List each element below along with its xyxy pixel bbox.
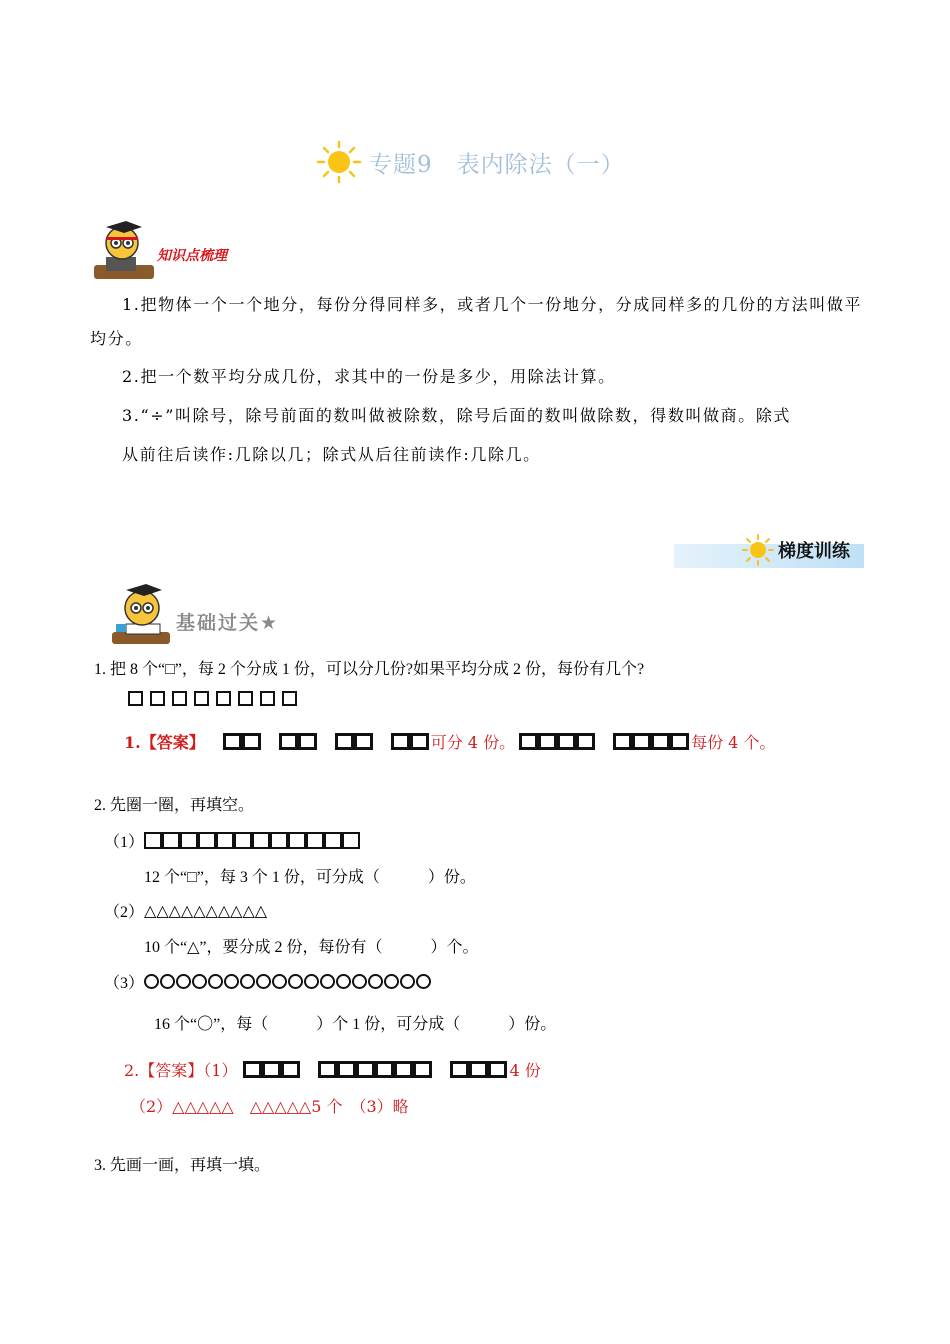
box-group — [450, 1061, 507, 1078]
square-shape — [282, 691, 297, 706]
question-3: 3. 先画一画，再填一填。 — [94, 1157, 271, 1174]
box-group — [375, 1061, 432, 1078]
sun-icon — [315, 140, 363, 184]
reading-mascot-icon — [108, 578, 178, 650]
circle-row — [144, 974, 432, 989]
box-group — [391, 733, 429, 750]
part-1-label: （1） — [104, 834, 145, 851]
square-shape — [150, 691, 165, 706]
box-group — [335, 733, 373, 750]
box-group — [243, 1061, 300, 1078]
knowledge-label: 知识点梳理 — [157, 248, 227, 264]
box-group — [223, 733, 261, 750]
question-1: 1. 把 8 个“□”，每 2 个分成 1 份，可以分几份?如果平均分成 2 份，每份有几个? — [94, 661, 645, 678]
answer-2-line2: （2）△△△△△ △△△△△5 个 （3）略 — [130, 1097, 409, 1116]
knowledge-point-3-line2: 从前往后读作:几除以几；除式从后往前读作:几除几。 — [122, 445, 541, 464]
question-2: 2. 先圈一圈，再填空。 — [94, 797, 255, 814]
square-shape — [172, 691, 187, 706]
part-2-fill: 10 个“△”，要分成 2 份，每份有（ ）个。 — [144, 939, 479, 956]
box-group — [318, 1061, 375, 1078]
page-title: 专题9 表内除法（一） — [369, 151, 625, 178]
answer-1-mid: 可分 4 份。 — [430, 733, 516, 752]
triangle-row: △△△△△△△△△△ — [144, 902, 268, 920]
answer-2-end: 4 份 — [509, 1061, 541, 1080]
answer-1-prefix: 1.【答案】 — [124, 733, 205, 752]
training-header — [742, 534, 850, 566]
knowledge-header — [92, 217, 292, 287]
square-shape — [238, 691, 253, 706]
title-row — [315, 140, 625, 184]
box-group — [279, 733, 317, 750]
square-shape — [194, 691, 209, 706]
square-shape — [260, 691, 275, 706]
square-shape — [216, 691, 231, 706]
square-row — [144, 832, 360, 849]
knowledge-point-1: 1.把物体一个一个地分，每份分得同样多，或者几个一份地分，分成同样多的几份的方法叫做平均分。 — [90, 295, 863, 348]
knowledge-point-3-line1: 3.“÷”叫除号，除号前面的数叫做被除数，除号后面的数叫做除数，得数叫做商。除式 — [122, 406, 792, 425]
knowledge-point-2: 2.把一个数平均分成几份，求其中的一份是多少，用除法计算。 — [122, 367, 616, 386]
student-mascot-icon — [92, 217, 162, 285]
answer-1 — [124, 730, 775, 753]
answer-1-end: 每份 4 个。 — [691, 733, 776, 752]
sun-icon — [742, 534, 774, 566]
answer-2 — [124, 1058, 541, 1081]
question-2-part-3 — [104, 970, 432, 993]
part-1-fill: 12 个“□”，每 3 个 1 份，可分成（ ）份。 — [144, 869, 476, 886]
part-2-label: （2） — [104, 904, 145, 921]
training-label: 梯度训练 — [778, 541, 850, 562]
part-3-label: （3） — [104, 975, 145, 992]
box-group — [519, 733, 595, 750]
question-1-boxes — [128, 691, 304, 706]
part-3-fill: 16 个“〇”，每（ ）个 1 份，可分成（ ）份。 — [154, 1016, 557, 1033]
question-2-part-2 — [104, 899, 267, 922]
basic-header — [108, 578, 328, 650]
answer-2-prefix: 2.【答案】（1） — [124, 1061, 238, 1080]
basic-label: 基础过关★ — [176, 612, 280, 634]
square-shape — [128, 691, 143, 706]
box-group — [613, 733, 689, 750]
question-2-part-1 — [104, 829, 360, 852]
